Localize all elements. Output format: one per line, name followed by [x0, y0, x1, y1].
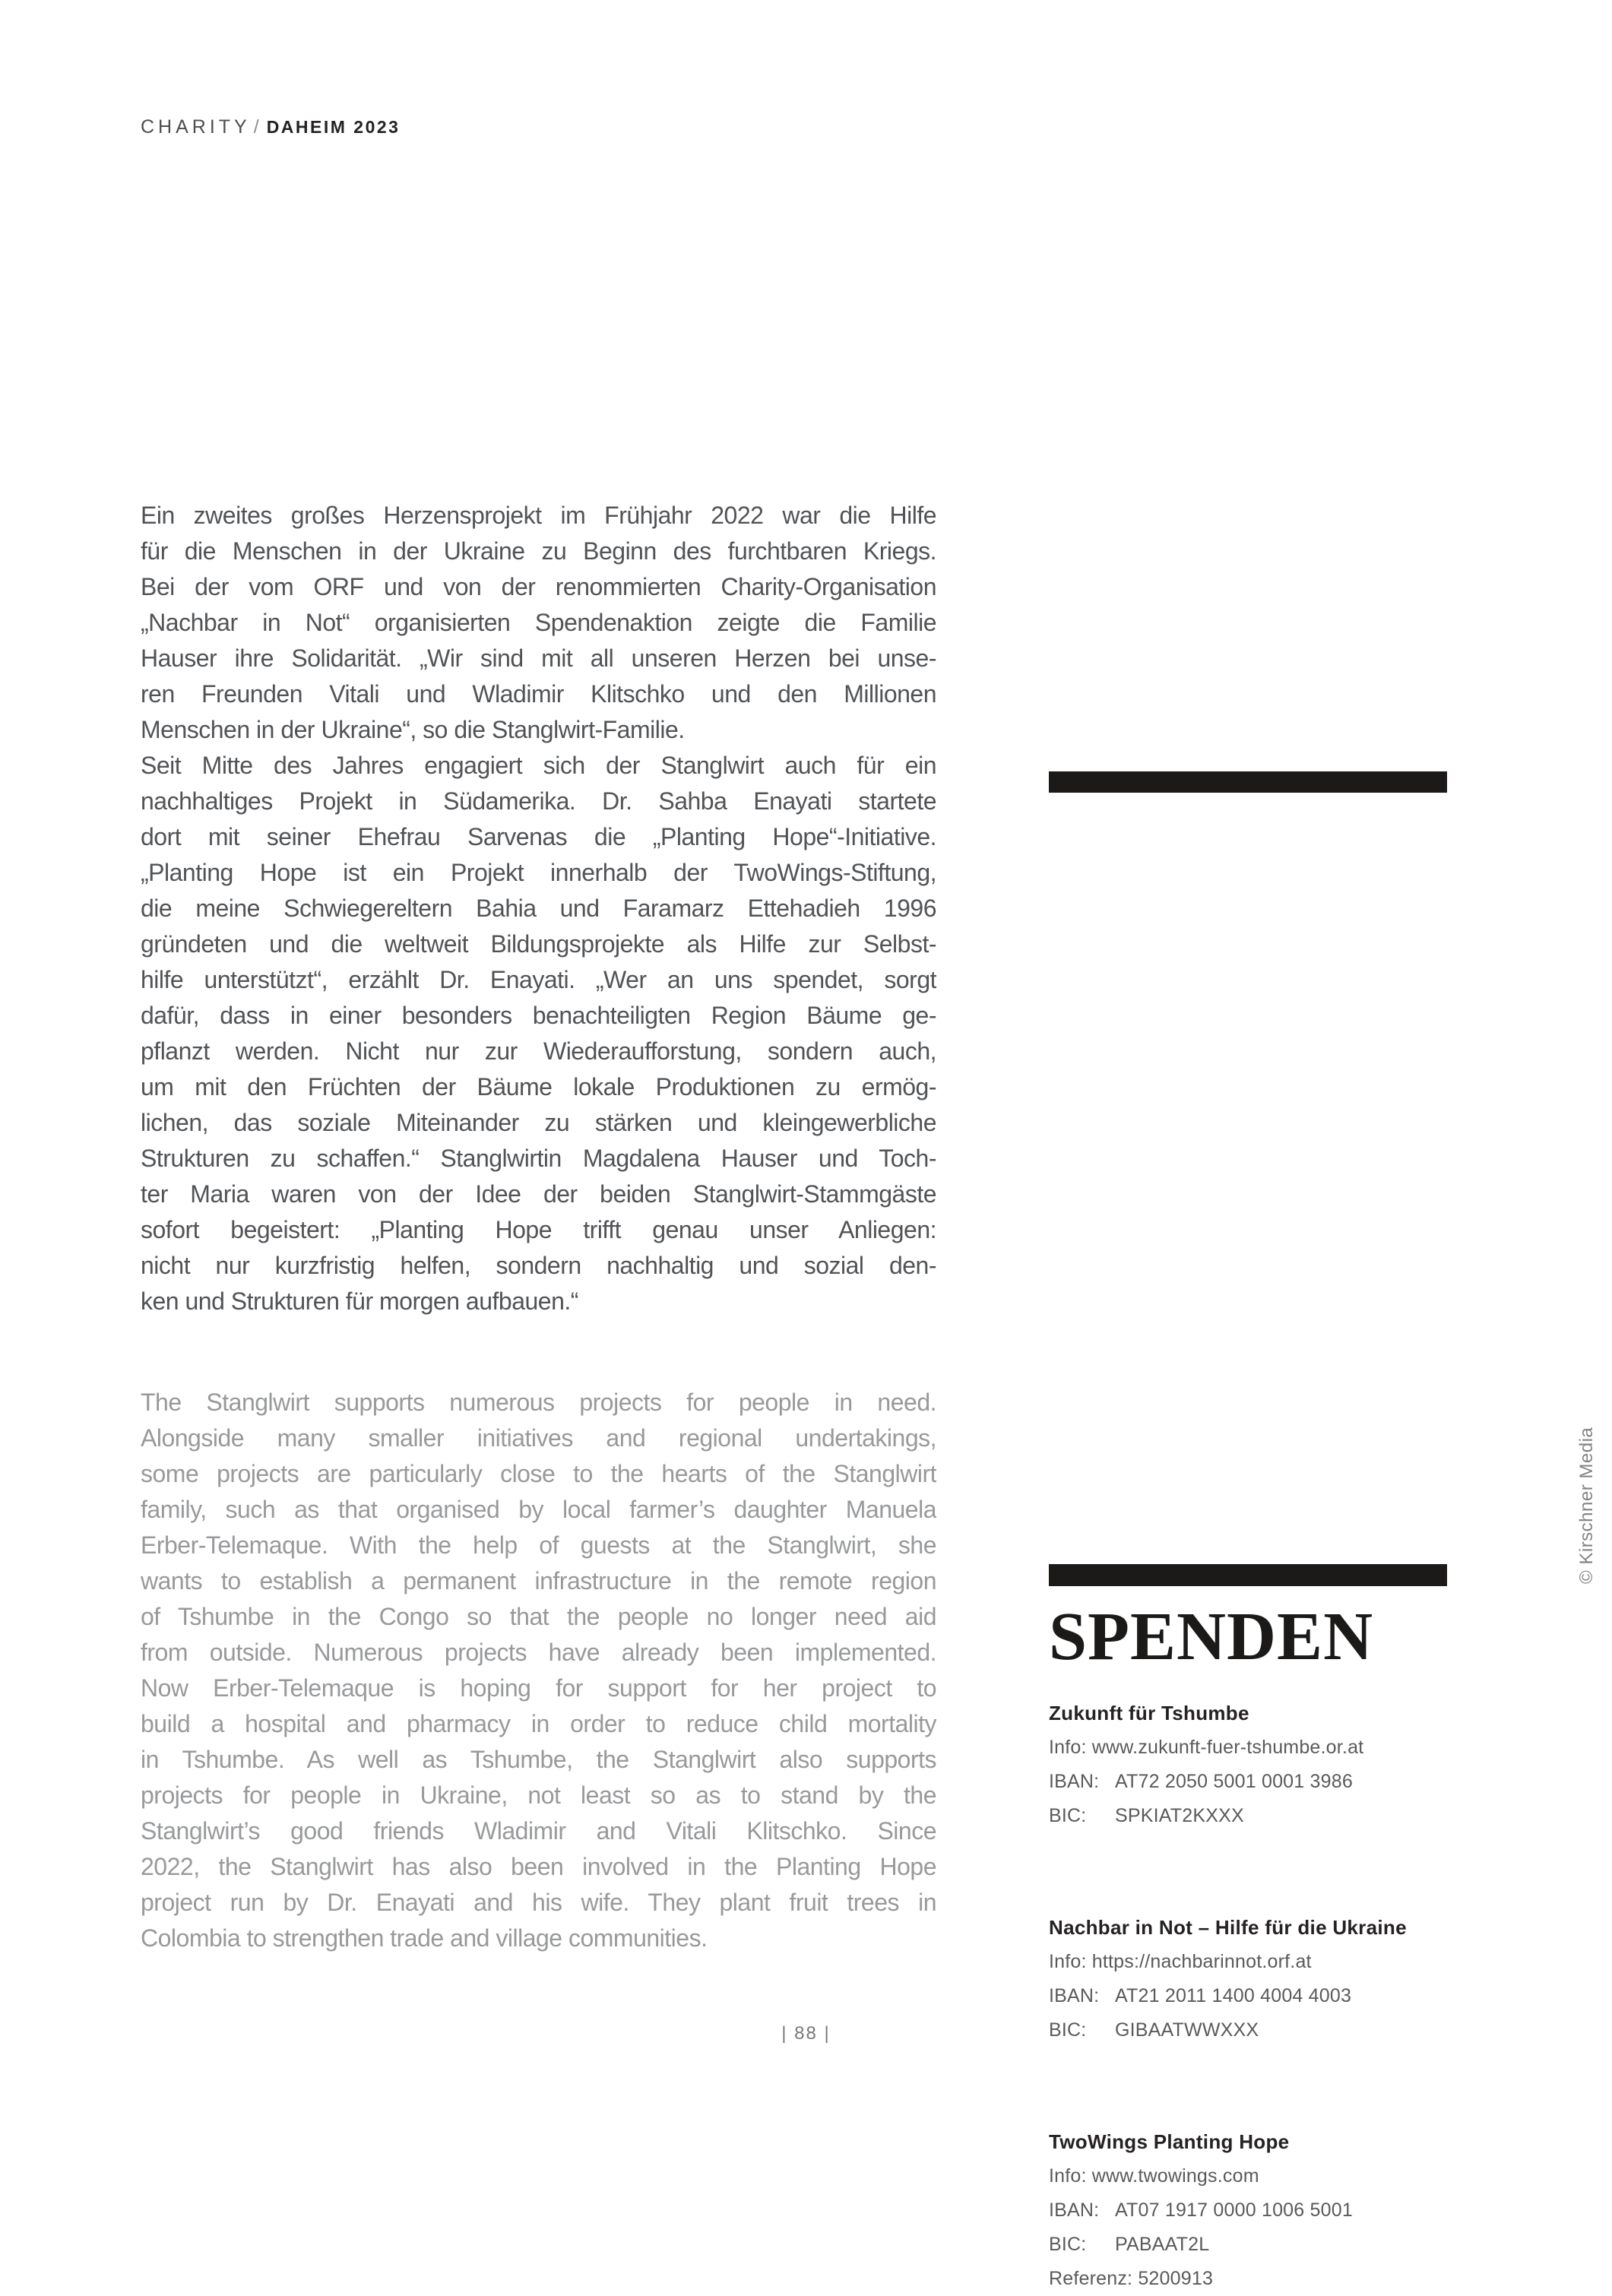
- header-edition-label: DAHEIM 2023: [266, 117, 401, 137]
- text-line: für die Menschen in der Ukraine zu Beginn des furchtbaren Kriegs.: [141, 537, 936, 565]
- text-line: nicht nur kurzfristig helfen, sondern nachhaltig und sozial den-: [141, 1252, 936, 1279]
- header-separator: /: [253, 116, 259, 138]
- header-section-label: CHARITY: [141, 116, 251, 138]
- donation-block: [1049, 1696, 1447, 1833]
- text-line: from outside. Numerous projects have already been implemented.: [141, 1639, 936, 1666]
- donation-name: Nachbar in Not – Hilfe für die Ukraine: [1049, 1916, 1407, 1939]
- text-line: ter Maria waren von der Idee der beiden Stanglwirt-Stammgäste: [141, 1180, 936, 1208]
- text-line: Seit Mitte des Jahres engagiert sich der Stanglwirt auch für ein: [141, 752, 936, 779]
- text-line: The Stanglwirt supports numerous projects for people in need.: [141, 1389, 936, 1416]
- iban-label: IBAN:: [1049, 1771, 1100, 1792]
- german-paragraph-1: [141, 498, 936, 748]
- bic-value: SPKIAT2KXXX: [1115, 1805, 1244, 1826]
- text-line: „Nachbar in Not“ organisierten Spendenaktion zeigte die Familie: [141, 609, 936, 636]
- text-line: ken und Strukturen für morgen aufbauen.“: [141, 1287, 578, 1315]
- text-line: Now Erber-Telemaque is hoping for support for her project to: [141, 1674, 936, 1702]
- text-line: wants to establish a permanent infrastructure in the remote region: [141, 1567, 936, 1595]
- text-line: Hauser ihre Solidarität. „Wir sind mit all unseren Herzen bei unse-: [141, 644, 936, 672]
- text-line: Ein zweites großes Herzensprojekt im Frühjahr 2022 war die Hilfe: [141, 502, 936, 529]
- text-line: in Tshumbe. As well as Tshumbe, the Stanglwirt also supports: [141, 1746, 936, 1773]
- text-line: of Tshumbe in the Congo so that the people no longer need aid: [141, 1603, 936, 1630]
- text-line: some projects are particularly close to the hearts of the Stanglwirt: [141, 1460, 936, 1487]
- donation-info-line: Info: www.twowings.com: [1049, 2165, 1259, 2187]
- donation-block: [1049, 2125, 1447, 2296]
- text-line: ren Freunden Vitali und Wladimir Klitschko und den Millionen: [141, 680, 936, 708]
- text-line: projects for people in Ukraine, not least so as to stand by the: [141, 1781, 936, 1809]
- text-line: sofort begeistert: „Planting Hope trifft genau unser Anliegen:: [141, 1216, 936, 1243]
- text-line: Stanglwirt’s good friends Wladimir and Vitali Klitschko. Since: [141, 1817, 936, 1845]
- text-line: hilfe unterstützt“, erzählt Dr. Enayati. „Wer an uns spendet, sorgt: [141, 966, 936, 993]
- donation-iban-line: [1049, 2193, 1447, 2228]
- german-article-text: [141, 498, 936, 1319]
- bic-label: BIC:: [1049, 2019, 1087, 2041]
- donation-name: TwoWings Planting Hope: [1049, 2130, 1290, 2153]
- iban-value: AT21 2011 1400 4004 4003: [1115, 1985, 1352, 2006]
- text-line: Strukturen zu schaffen.“ Stanglwirtin Magdalena Hauser und Toch-: [141, 1145, 936, 1172]
- text-line: Erber-Telemaque. With the help of guests at the Stanglwirt, she: [141, 1531, 936, 1559]
- donation-bic-line: [1049, 1799, 1447, 1833]
- donation-info-line: Info: https://nachbarinnot.orf.at: [1049, 1951, 1312, 1972]
- text-line: Bei der vom ORF und von der renommierten Charity-Organisation: [141, 573, 936, 600]
- donation-info-line: Info: www.zukunft-fuer-tshumbe.or.at: [1049, 1737, 1364, 1758]
- page-number: | 88 |: [781, 2023, 831, 2044]
- text-line: die meine Schwiegereltern Bahia und Faramarz Ettehadieh 1996: [141, 895, 936, 922]
- text-line: build a hospital and pharmacy in order to reduce child mortality: [141, 1710, 936, 1737]
- english-article-text: [141, 1385, 936, 1956]
- text-line: 2022, the Stanglwirt has also been involved in the Planting Hope: [141, 1853, 936, 1880]
- donation-name: Zukunft für Tshumbe: [1049, 1702, 1249, 1724]
- text-line: nachhaltiges Projekt in Südamerika. Dr. Sahba Enayati startete: [141, 787, 936, 815]
- iban-label: IBAN:: [1049, 2199, 1100, 2221]
- donation-iban-line: [1049, 1979, 1447, 2013]
- text-line: gründeten und die weltweit Bildungsprojekte als Hilfe zur Selbst-: [141, 930, 936, 958]
- bic-label: BIC:: [1049, 1805, 1087, 1826]
- text-line: um mit den Früchten der Bäume lokale Produktionen zu ermög-: [141, 1073, 936, 1100]
- english-paragraph-1: [141, 1385, 936, 1956]
- photo-credit: © Kirschner Media: [1576, 1427, 1597, 1584]
- bic-value: PABAAT2L: [1115, 2234, 1210, 2255]
- text-line: dafür, dass in einer besonders benachteiligten Region Bäume ge-: [141, 1002, 936, 1029]
- text-line: pflanzt werden. Nicht nur zur Wiederaufforstung, sondern auch,: [141, 1037, 936, 1065]
- iban-label: IBAN:: [1049, 1985, 1100, 2006]
- text-line: family, such as that organised by local farmer’s daughter Manuela: [141, 1496, 936, 1523]
- page-header: [141, 116, 400, 139]
- text-line: Alongside many smaller initiatives and regional undertakings,: [141, 1424, 936, 1452]
- iban-value: AT72 2050 5001 0001 3986: [1115, 1771, 1353, 1792]
- german-paragraph-2: [141, 748, 936, 1319]
- bottom-rule: [1049, 1564, 1447, 1586]
- donations-title: SPENDEN: [1049, 1599, 1374, 1674]
- text-line: Colombia to strengthen trade and village communities.: [141, 1924, 708, 1952]
- donation-iban-line: [1049, 1765, 1447, 1799]
- text-line: dort mit seiner Ehefrau Sarvenas die „Planting Hope“-Initiative.: [141, 823, 936, 850]
- donation-referenz-line: Referenz: 5200913: [1049, 2268, 1214, 2289]
- text-line: project run by Dr. Enayati and his wife. They plant fruit trees in: [141, 1889, 936, 1916]
- iban-value: AT07 1917 0000 1006 5001: [1115, 2199, 1353, 2221]
- bic-value: GIBAATWWXXX: [1115, 2019, 1259, 2041]
- text-line: Menschen in der Ukraine“, so die Stanglwirt-Familie.: [141, 716, 685, 743]
- donations-title-wrap: [1049, 1599, 1374, 1674]
- donation-bic-line: [1049, 2228, 1447, 2262]
- text-line: „Planting Hope ist ein Projekt innerhalb der TwoWings-Stiftung,: [141, 859, 936, 886]
- text-line: lichen, das soziale Miteinander zu stärken und kleingewerbliche: [141, 1109, 936, 1136]
- donation-list: [1049, 1696, 1447, 2296]
- bic-label: BIC:: [1049, 2234, 1087, 2255]
- top-rule: [1049, 771, 1447, 793]
- donations-sidebar: [1049, 771, 1447, 2289]
